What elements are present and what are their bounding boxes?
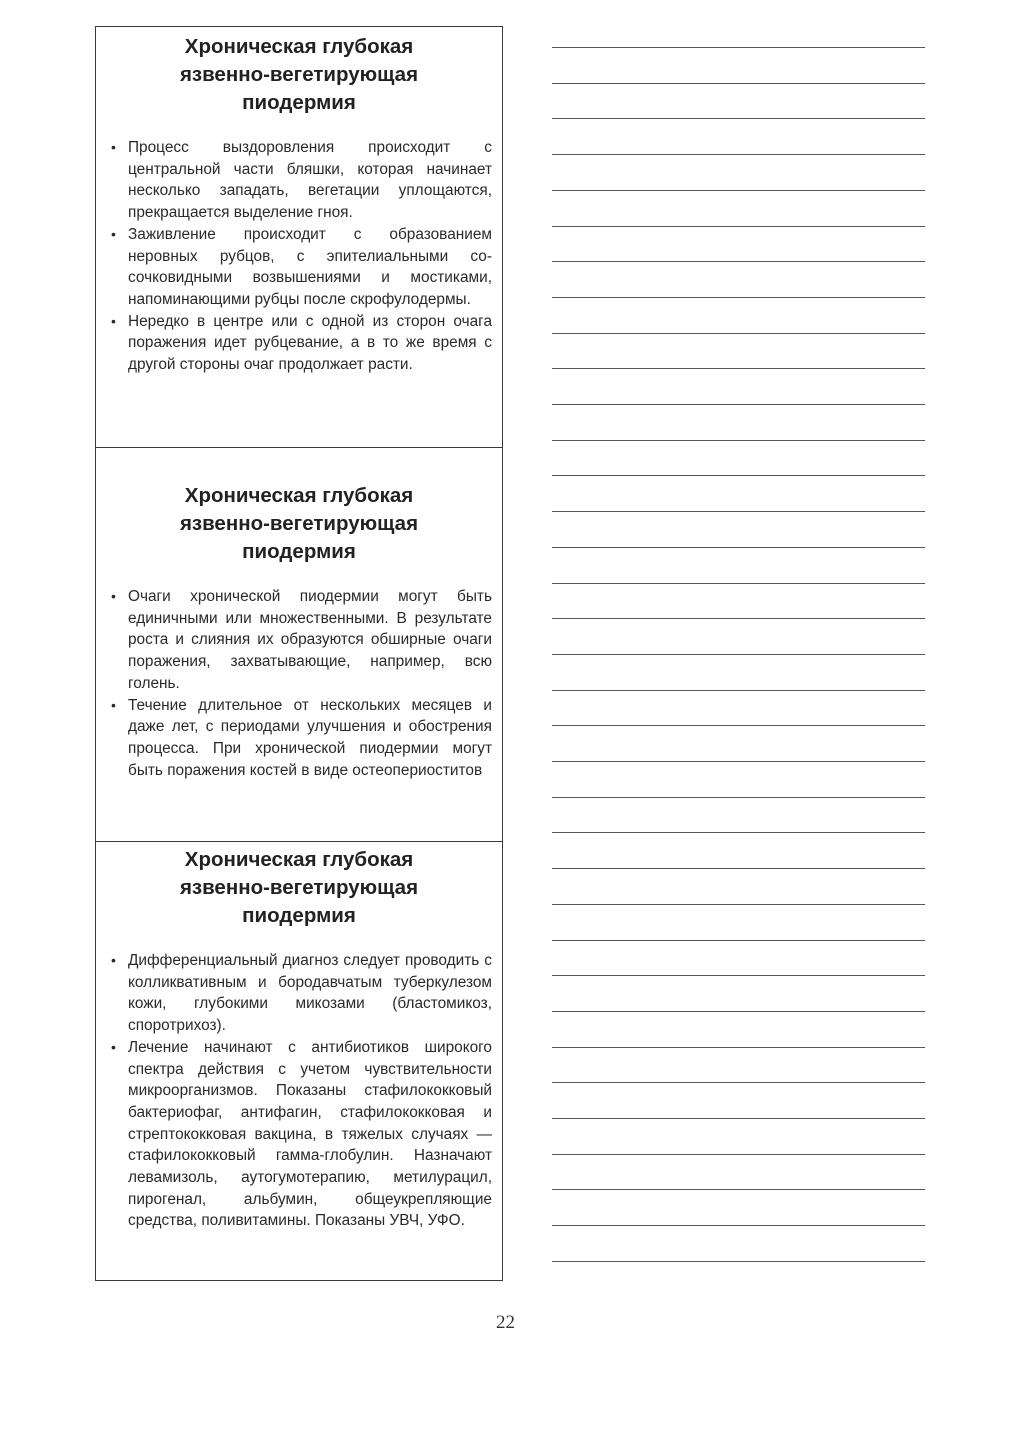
note-line	[552, 1225, 925, 1226]
note-line	[552, 154, 925, 155]
note-line	[552, 1261, 925, 1262]
note-line	[552, 1154, 925, 1155]
note-line	[552, 226, 925, 227]
note-line	[552, 190, 925, 191]
note-line	[552, 618, 925, 619]
bullet-dot-icon: •	[111, 696, 116, 713]
notes-lines	[552, 0, 925, 1300]
bullet-list	[106, 586, 492, 781]
note-line	[552, 297, 925, 298]
bullet-item: • Лечение начинают с антибиотиков широкого спектра действия с учетом чувствительности микроорганизмов. Показаны стафилококковый бактериофаг, антифагин, стафилококковая и стрептококковая вакцина, в тяжелых случаях — стафилококковый гамма-глобулин. Назначают левамизоль, аутогумотерапию, метилурацил, пирогенал, альбумин, общеукрепляющие средства, поливитамины. Показаны УВЧ, УФО.	[111, 1038, 492, 1230]
note-line	[552, 904, 925, 905]
note-line	[552, 583, 925, 584]
note-line	[552, 118, 925, 119]
slide-2	[96, 447, 502, 841]
note-line	[552, 1118, 925, 1119]
bullet-dot-icon: •	[111, 225, 116, 242]
bullet-item: • Заживление происходит с образованием неровных рубцов, с эпителиальными сосочковидными возвышениями и мостиками, напоминающими рубцы после скрофулодермы.	[111, 225, 492, 308]
bullet-list	[106, 137, 492, 376]
slide-1	[96, 27, 502, 447]
bullet-item: • Нередко в центре или с одной из сторон очага поражения идет рубцевание, а в то же время с другой стороны очаг продолжает расти.	[111, 312, 492, 374]
note-line	[552, 761, 925, 762]
note-line	[552, 690, 925, 691]
note-line	[552, 83, 925, 84]
slide-3	[96, 841, 502, 1279]
note-line	[552, 725, 925, 726]
note-line	[552, 975, 925, 976]
slides-column	[95, 26, 503, 1281]
bullet-item: • Течение длительное от нескольких месяцев и даже лет, с периодами улучшения и обострения процесса. При хронической пиодермии могут быть поражения костей в виде остеопериоститов	[111, 696, 492, 779]
bullet-item: • Дифференциальный диагноз следует проводить с колликвативным и бородавчатым туберкулезом кожи, глубокими микозами (бластомикоз, споротрихоз).	[111, 952, 492, 1035]
slide-title: Хроническая глубокая язвенно-вегетирующая пиодермия	[179, 848, 419, 927]
note-line	[552, 547, 925, 548]
bullet-item: • Очаги хронической пиодермии могут быть единичными или множественными. В результате роста и слияния их образуются обширные очаги поражения, захватывающие, например, всю голень.	[111, 588, 492, 692]
bullet-item: • Процесс выздоровления происходит с центральной части бляшки, которая начинает несколько западать, вегетации уплощаются, прекращается выделение гноя.	[111, 139, 492, 222]
bullet-dot-icon: •	[111, 312, 116, 329]
note-line	[552, 333, 925, 334]
page-number: 22	[496, 1312, 515, 1333]
note-line	[552, 368, 925, 369]
note-line	[552, 440, 925, 441]
note-line	[552, 475, 925, 476]
note-line	[552, 940, 925, 941]
note-line	[552, 511, 925, 512]
slide-title: Хроническая глубокая язвенно-вегетирующая пиодермия	[179, 35, 419, 114]
bullet-dot-icon: •	[111, 952, 116, 968]
bullet-list	[106, 950, 492, 1232]
bullet-dot-icon: •	[111, 139, 116, 155]
note-line	[552, 832, 925, 833]
note-line	[552, 1189, 925, 1190]
slide-title: Хроническая глубокая язвенно-вегетирующая пиодермия	[179, 484, 419, 563]
note-line	[552, 1011, 925, 1012]
note-line	[552, 261, 925, 262]
note-line	[552, 654, 925, 655]
note-line	[552, 1082, 925, 1083]
note-line	[552, 1047, 925, 1048]
bullet-dot-icon: •	[111, 1038, 116, 1055]
note-line	[552, 404, 925, 405]
note-line	[552, 868, 925, 869]
note-line	[552, 797, 925, 798]
bullet-dot-icon: •	[111, 588, 116, 604]
note-line	[552, 47, 925, 48]
